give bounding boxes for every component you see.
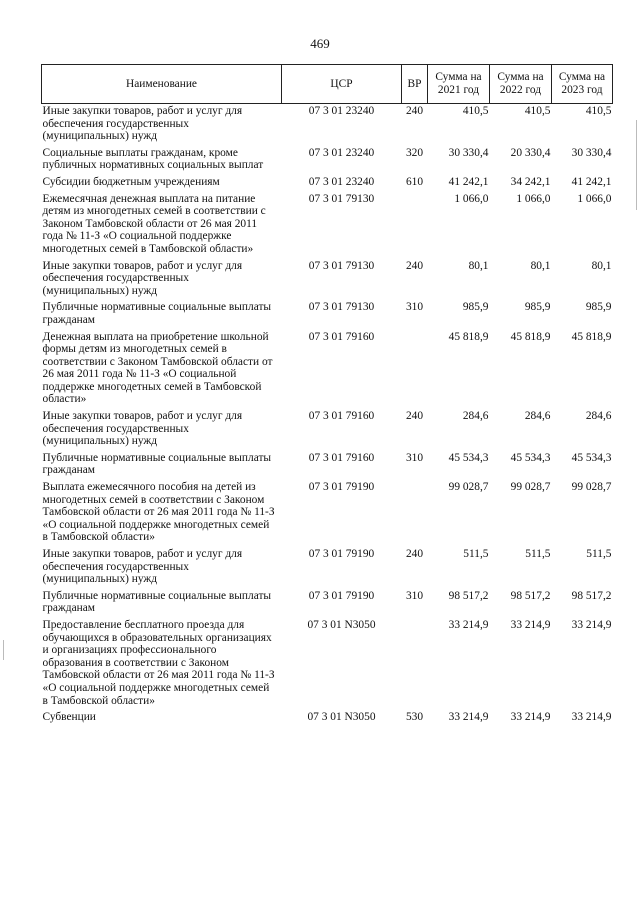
cell-csr: 07 3 01 23240 bbox=[308, 105, 375, 117]
cell-csr: 07 3 01 N3050 bbox=[307, 618, 376, 631]
cell-sum-2022: 98 517,2 bbox=[510, 589, 551, 602]
cell-sum-2021: 45 534,3 bbox=[448, 451, 489, 464]
left-margin-mark bbox=[3, 640, 4, 660]
header-sum-2021: Сумма на 2021 год bbox=[428, 65, 490, 104]
cell-sum-2021: 33 214,9 bbox=[448, 711, 489, 724]
table-row bbox=[42, 259, 613, 301]
cell-sum-2023: 511,5 bbox=[586, 548, 612, 560]
cell-sum-2023: 1 066,0 bbox=[577, 192, 612, 205]
cell-csr: 07 3 01 79130 bbox=[308, 192, 375, 205]
cell-vr: 320 bbox=[405, 146, 424, 159]
cell-sum-2021: 30 330,4 bbox=[448, 146, 489, 159]
cell-vr: 310 bbox=[405, 589, 424, 602]
cell-name: Иные закупки товаров, работ и услуг для обеспечения государственных (муниципальных) нужд bbox=[42, 105, 243, 143]
cell-sum-2023: 45 534,3 bbox=[571, 451, 612, 464]
table-row bbox=[42, 710, 613, 727]
header-name: Наименование bbox=[42, 65, 282, 104]
cell-name: Денежная выплата на приобретение школьной формы детям из многодетных семей в соответствии с Законом Тамбовской области от 26 мая 2011 года № 11-З «О социальной поддержке многодетных семей в Тамбовской области» bbox=[42, 330, 273, 406]
cell-name: Публичные нормативные социальные выплаты гражданам bbox=[42, 589, 272, 615]
cell-csr: 07 3 01 79130 bbox=[308, 259, 375, 272]
cell-csr: 07 3 01 23240 bbox=[308, 146, 375, 159]
cell-sum-2023: 985,9 bbox=[585, 301, 612, 314]
cell-sum-2022: 45 818,9 bbox=[510, 330, 551, 343]
table-row bbox=[42, 547, 613, 589]
cell-csr: 07 3 01 79160 bbox=[308, 330, 375, 343]
cell-sum-2023: 410,5 bbox=[585, 105, 612, 117]
header-vr: ВР bbox=[402, 65, 428, 104]
cell-sum-2021: 45 818,9 bbox=[448, 330, 489, 343]
table-row bbox=[42, 618, 613, 710]
cell-sum-2023: 45 818,9 bbox=[571, 330, 612, 343]
table-row bbox=[42, 330, 613, 410]
table-row bbox=[42, 146, 613, 175]
table-row bbox=[42, 480, 613, 547]
cell-sum-2021: 99 028,7 bbox=[448, 481, 489, 494]
cell-csr: 07 3 01 79160 bbox=[308, 451, 375, 464]
header-sum-2023: Сумма на 2023 год bbox=[552, 65, 613, 104]
cell-sum-2021: 98 517,2 bbox=[448, 589, 489, 602]
cell-vr: 240 bbox=[405, 410, 424, 423]
cell-sum-2021: 1 066,0 bbox=[454, 192, 489, 205]
cell-vr bbox=[402, 618, 428, 710]
table-row bbox=[42, 300, 613, 329]
cell-vr: 610 bbox=[405, 175, 424, 188]
cell-sum-2022: 45 534,3 bbox=[510, 451, 551, 464]
cell-sum-2022: 20 330,4 bbox=[510, 146, 551, 159]
cell-sum-2023: 33 214,9 bbox=[571, 711, 612, 724]
cell-name: Выплата ежемесячного пособия на детей из многодетных семей в соответствии с Законом Тамбовской области от 26 мая 2011 года № 11-З «О социальной поддержке многодетных семей в Тамбовской области» bbox=[42, 481, 275, 544]
cell-name: Ежемесячная денежная выплата на питание детям из многодетных семей в соответствии с Законом Тамбовской области от 26 мая 2011 года № 11-З «О социальной поддержке многодетных семей в Тамбовской области» bbox=[42, 192, 266, 255]
cell-csr: 07 3 01 79190 bbox=[308, 589, 375, 602]
cell-name: Иные закупки товаров, работ и услуг для обеспечения государственных (муниципальных) нужд bbox=[42, 548, 243, 586]
header-csr: ЦСР bbox=[282, 65, 402, 104]
cell-vr bbox=[402, 330, 428, 410]
cell-sum-2022: 80,1 bbox=[530, 259, 551, 272]
table-row bbox=[42, 451, 613, 480]
cell-sum-2021: 41 242,1 bbox=[448, 175, 489, 188]
cell-vr: 310 bbox=[405, 451, 424, 464]
cell-name: Социальные выплаты гражданам, кроме публичных нормативных социальных выплат bbox=[42, 146, 264, 172]
cell-csr: 07 3 01 79160 bbox=[308, 410, 375, 423]
cell-sum-2023: 99 028,7 bbox=[571, 481, 612, 494]
cell-sum-2021: 985,9 bbox=[462, 301, 489, 314]
table-row bbox=[42, 589, 613, 618]
cell-vr: 530 bbox=[405, 711, 424, 724]
cell-sum-2023: 98 517,2 bbox=[571, 589, 612, 602]
cell-sum-2022: 33 214,9 bbox=[510, 618, 551, 631]
cell-name: Субвенции bbox=[42, 711, 96, 724]
cell-name: Иные закупки товаров, работ и услуг для обеспечения государственных (муниципальных) нужд bbox=[42, 259, 243, 297]
cell-sum-2021: 33 214,9 bbox=[448, 618, 489, 631]
cell-sum-2021: 80,1 bbox=[468, 259, 489, 272]
cell-name: Иные закупки товаров, работ и услуг для обеспечения государственных (муниципальных) нужд bbox=[42, 410, 243, 448]
cell-sum-2022: 284,6 bbox=[524, 410, 551, 423]
cell-sum-2022: 1 066,0 bbox=[516, 192, 551, 205]
cell-name: Субсидии бюджетным учреждениям bbox=[42, 175, 220, 188]
table-body bbox=[42, 104, 613, 727]
cell-csr: 07 3 01 79130 bbox=[308, 301, 375, 314]
budget-table bbox=[41, 64, 613, 727]
header-sum-2022: Сумма на 2022 год bbox=[490, 65, 552, 104]
cell-vr bbox=[402, 480, 428, 547]
cell-sum-2023: 80,1 bbox=[591, 259, 612, 272]
cell-sum-2023: 33 214,9 bbox=[571, 618, 612, 631]
cell-sum-2022: 410,5 bbox=[524, 105, 551, 117]
page-number: 469 bbox=[310, 36, 330, 51]
cell-sum-2022: 511,5 bbox=[525, 548, 551, 560]
cell-name: Предоставление бесплатного проезда для обучающихся в образовательных организациях и организациях профессионального образования в соответствии с Законом Тамбовской области от 26 мая 2011 года № 11-З «О социальной поддержке многодетных семей в Тамбовской области» bbox=[42, 618, 275, 707]
cell-csr: 07 3 01 N3050 bbox=[307, 711, 376, 724]
cell-sum-2021: 410,5 bbox=[462, 105, 489, 117]
cell-sum-2022: 34 242,1 bbox=[510, 175, 551, 188]
cell-sum-2022: 33 214,9 bbox=[510, 711, 551, 724]
cell-sum-2021: 511,5 bbox=[463, 548, 489, 560]
table-row bbox=[42, 409, 613, 451]
table-row bbox=[42, 192, 613, 259]
cell-vr: 240 bbox=[405, 105, 424, 117]
cell-vr: 240 bbox=[405, 259, 424, 272]
table-row bbox=[42, 175, 613, 192]
cell-sum-2022: 99 028,7 bbox=[510, 481, 551, 494]
cell-vr: 240 bbox=[405, 548, 424, 560]
right-margin-mark bbox=[636, 120, 637, 210]
table-header-row bbox=[42, 65, 613, 104]
cell-name: Публичные нормативные социальные выплаты гражданам bbox=[42, 301, 272, 326]
cell-vr bbox=[402, 192, 428, 259]
cell-csr: 07 3 01 23240 bbox=[308, 175, 375, 188]
cell-vr: 310 bbox=[405, 301, 424, 314]
cell-sum-2023: 284,6 bbox=[585, 410, 612, 423]
cell-name: Публичные нормативные социальные выплаты гражданам bbox=[42, 451, 272, 477]
cell-sum-2022: 985,9 bbox=[524, 301, 551, 314]
cell-sum-2023: 41 242,1 bbox=[571, 175, 612, 188]
cell-csr: 07 3 01 79190 bbox=[308, 481, 375, 494]
cell-csr: 07 3 01 79190 bbox=[308, 548, 375, 560]
cell-sum-2021: 284,6 bbox=[462, 410, 489, 423]
table-row bbox=[42, 104, 613, 146]
cell-sum-2023: 30 330,4 bbox=[571, 146, 612, 159]
